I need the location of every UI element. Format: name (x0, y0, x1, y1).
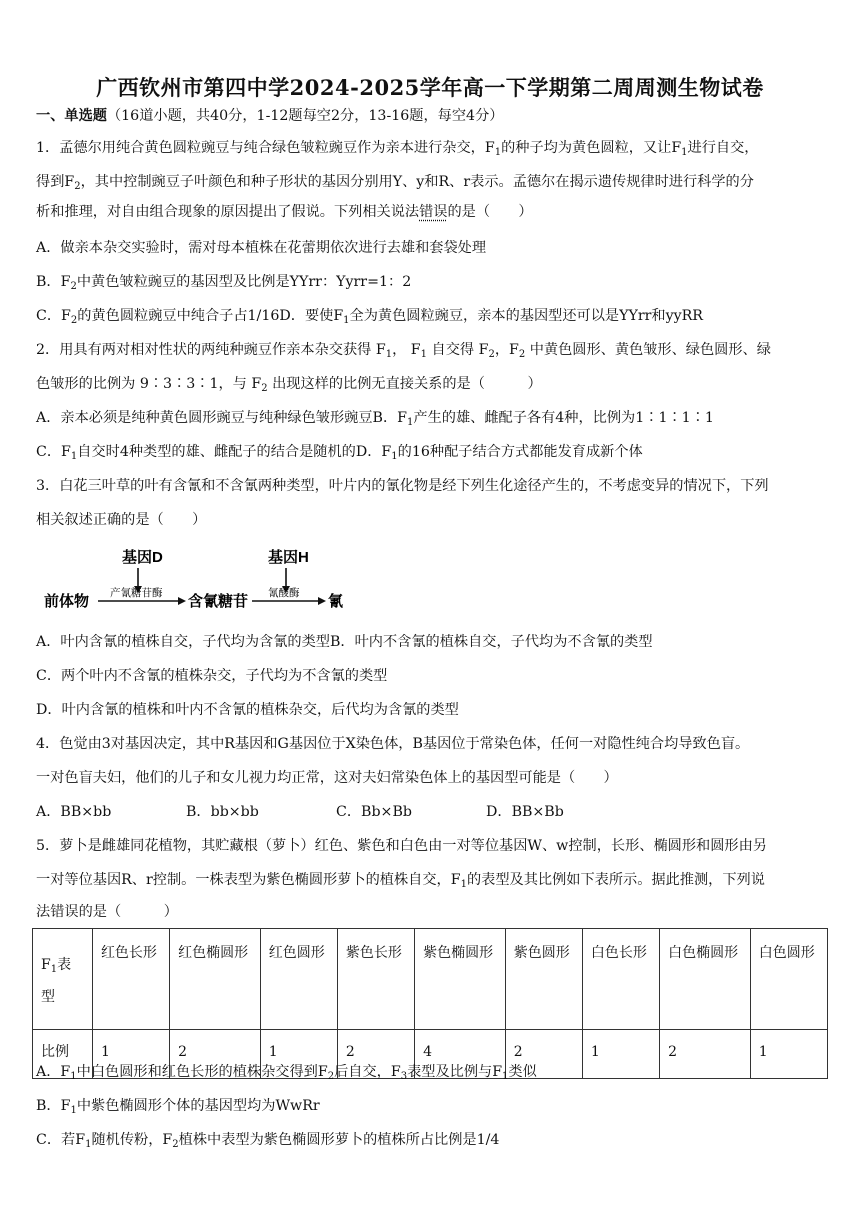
q2-stem-line1: 2．用具有两对相对性状的两纯种豌豆作亲本杂交获得 $F_1$， $F_1$ 自交得 $F_2$，$F_2$ 中黄色圆形、黄色皱形、绿色圆形、绿 (36, 342, 771, 360)
q2-option-cd: C．$F_1$自交时4种类型的雄、雌配子的结合是随机的D．$F_1$的16种配子结合方式都能发育成新个体 (36, 444, 643, 462)
table-cell: 紫色长形 (337, 929, 414, 1030)
q1-stem-line1: 1．孟德尔用纯合黄色圆粒豌豆与纯合绿色皱粒豌豆作为亲本进行杂交，$F_1$的种子均为黄色圆粒，又让$F_1$进行自交， (36, 140, 759, 158)
q4-option-d: D．BB×Bb (486, 804, 564, 820)
arrow-step2-head (318, 597, 326, 605)
cyanide-pathway-diagram (40, 540, 360, 620)
q1-stem-line2: 得到$F_2$，其中控制豌豆子叶颜色和种子形状的基因分别用Y、y和R、r表示。孟德尔在揭示遗传规律时进行科学的分 (36, 174, 754, 192)
table-row-header: $F_1$表型 (33, 929, 93, 1030)
q2-stem-line2: 色皱形的比例为 9∶3∶3∶1，与 $F_2$ 出现这样的比例无直接关系的是（ ） (36, 376, 542, 394)
table-cell: 1 (92, 1030, 169, 1079)
text: 的表型及其比例如下表所示。据此推测，下列说 (466, 872, 765, 888)
table-cell: 紫色椭圆形 (415, 929, 506, 1030)
text: C．F (36, 308, 71, 324)
table-row (33, 929, 828, 1030)
q5-option-b: B．$F_1$中紫色椭圆形个体的基因型均为WwRr (36, 1098, 320, 1116)
text: 类似 (508, 1064, 537, 1080)
text: 中黄色皱粒豌豆的基因型及比例是YYrr：Yyrr=1：2 (76, 274, 412, 290)
text: 2．用具有两对相对性状的两纯种豌豆作亲本杂交获得 F (36, 342, 386, 358)
q4-option-c: C．Bb×Bb (336, 804, 412, 820)
table-cell: 红色椭圆形 (170, 929, 261, 1030)
enzyme1-label: 产氰糖苷酶 (110, 587, 163, 599)
text: 中黄色圆形、黄色皱形、绿色圆形、绿 (525, 342, 771, 358)
q1-option-b: B．$F_2$中黄色皱粒豌豆的基因型及比例是YYrr：Yyrr=1：2 (36, 274, 412, 292)
text: F (41, 957, 51, 973)
section-heading (36, 106, 826, 126)
text: 表型及比例与F (407, 1064, 503, 1080)
precursor-label: 前体物 (44, 593, 90, 610)
text: 一对等位基因R、r控制。一株表型为紫色椭圆形萝卜的植株自交，F (36, 872, 461, 888)
text: 后自交，F (334, 1064, 401, 1080)
text: A．F (36, 1064, 71, 1080)
q4-stem-line1: 4．色觉由3对基因决定，其中R基因和G基因位于X染色体，B基因位于常染色体，任何一对隐性纯合均导致色盲。 (36, 736, 750, 752)
text: 出现这样的比例无直接关系的是（ ） (267, 376, 542, 392)
text: C．F (36, 444, 71, 460)
table-cell: 2 (337, 1030, 414, 1079)
text: A．亲本必须是纯种黄色圆形豌豆与纯种绿色皱形豌豆B．F (36, 410, 408, 426)
enzyme2-label: 氰酸酶 (268, 587, 300, 599)
text: 植株中表型为紫色椭圆形萝卜的植株所占比例是1/4 (178, 1132, 500, 1148)
page-title: 广西钦州市第四中学2024-2025学年高一下学期第二周周测生物试卷 (96, 75, 764, 100)
text: 自交得 F (427, 342, 489, 358)
q2-option-ab: A．亲本必须是纯种黄色圆形豌豆与纯种绿色皱形豌豆B．$F_1$产生的雄、雌配子各有4种，比例为1∶1∶1∶1 (36, 410, 714, 428)
q3-stem-line2: 相关叙述正确的是（ ） (36, 512, 207, 528)
table-cell: 1 (750, 1030, 827, 1079)
text: 自交时4种类型的雄、雌配子的结合是随机的D．F (77, 444, 392, 460)
section-label: 一、单选题 (36, 108, 107, 124)
q3-option-d: D．叶内含氰的植株和叶内不含氰的植株杂交，后代均为含氰的类型 (36, 702, 459, 718)
q4-stem-line2: 一对色盲夫妇，他们的儿子和女儿视力均正常，这对夫妇常染色体上的基因型可能是（ ） (36, 770, 618, 786)
table-cell: 2 (170, 1030, 261, 1079)
gene-h-label: 基因H (268, 549, 309, 566)
q5-option-a: A．$F_1$中白色圆形和红色长形的植株杂交得到$F_2$后自交，$F_3$表型及比例与$F_1$类似 (36, 1064, 537, 1082)
gene-d-label: 基因D (122, 549, 163, 566)
table-cell: 白色椭圆形 (660, 929, 751, 1030)
q1-stem-line3 (36, 202, 826, 222)
section-note: （16道小题，共40分，1-12题每空2分，13-16题，每空4分） (106, 108, 504, 124)
q3-option-ab: A．叶内含氰的植株自交，子代均为含氰的类型B．叶内不含氰的植株自交，子代均为不含氰的类型 (36, 634, 653, 650)
q5-option-c: C．若$F_1$随机传粉，$F_2$植株中表型为紫色椭圆形萝卜的植株所占比例是1/4 (36, 1132, 500, 1150)
text: 1．孟德尔用纯合黄色圆粒豌豆与纯合绿色皱粒豌豆作为亲本进行杂交，F (36, 140, 495, 156)
text: 进行自交， (687, 140, 759, 156)
arrow-step1-head (178, 597, 186, 605)
table-cell: 白色长形 (582, 929, 659, 1030)
text: B．F (36, 274, 71, 290)
text: 表型 (41, 957, 72, 1005)
text: 色皱形的比例为 9∶3∶3∶1，与 F (36, 376, 262, 392)
q3-option-c: C．两个叶内不含氰的植株杂交，子代均为不含氰的类型 (36, 668, 388, 684)
text: ，F (494, 342, 519, 358)
q4-option-a: A．BB×bb (36, 804, 112, 820)
table-cell: 紫色圆形 (505, 929, 582, 1030)
table-cell: 2 (505, 1030, 582, 1079)
table-cell: 4 (415, 1030, 506, 1079)
text: 得到F (36, 174, 75, 190)
phenotype-table (32, 928, 828, 1079)
text: 的16种配子结合方式都能发育成新个体 (397, 444, 643, 460)
text: B．F (36, 1098, 71, 1114)
intermediate-label: 含氰糖苷 (188, 593, 249, 610)
q5-stem-line1: 5．萝卜是雌雄同花植物，其贮藏根（萝卜）红色、紫色和白色由一对等位基因W、w控制，长形、椭圆形和圆形由另 (36, 838, 767, 854)
q5-stem-line2: 一对等位基因R、r控制。一株表型为紫色椭圆形萝卜的植株自交，$F_1$的表型及其比例如下表所示。据此推测，下列说 (36, 872, 765, 890)
text: 的是（ ） (447, 204, 533, 220)
text: 的种子均为黄色圆粒，又让F (501, 140, 682, 156)
text: 析和推理，对自由组合现象的原因提出了假说。下列相关说法 (36, 204, 420, 220)
product-label: 氰 (328, 593, 344, 610)
table-cell: 白色圆形 (750, 929, 827, 1030)
text: 全为黄色圆粒豌豆，亲本的基因型还可以是YYrr和yyRR (349, 308, 703, 324)
text: 中白色圆形和红色长形的植株杂交得到F (76, 1064, 328, 1080)
table-cell: 1 (582, 1030, 659, 1079)
q4-option-b: B．bb×bb (186, 804, 259, 820)
table-cell: 1 (260, 1030, 337, 1079)
q4-options (36, 802, 826, 822)
table-cell: 红色圆形 (260, 929, 337, 1030)
q1-option-cd: C．$F_2$的黄色圆粒豌豆中纯合子占1/16D．要使$F_1$全为黄色圆粒豌豆，亲本的基因型还可以是YYrr和yyRR (36, 308, 703, 326)
text: C．若F (36, 1132, 86, 1148)
q3-stem-line1: 3．白花三叶草的叶有含氰和不含氰两种类型，叶片内的氰化物是经下列生化途径产生的，不考虑变异的情况下，下列 (36, 478, 769, 494)
text: 的黄色圆粒豌豆中纯合子占1/16D．要使F (77, 308, 344, 324)
q1-option-a: A．做亲本杂交实验时，需对母本植株在花蕾期依次进行去雄和套袋处理 (36, 240, 487, 256)
table-row-header: 比例 (33, 1030, 93, 1079)
table-cell: 红色长形 (92, 929, 169, 1030)
text: ，其中控制豌豆子叶颜色和种子形状的基因分别用Y、y和R、r表示。孟德尔在揭示遗传规律时进行科学的分 (80, 174, 754, 190)
text: 产生的雄、雌配子各有4种，比例为1∶1∶1∶1 (413, 410, 714, 426)
text: 随机传粉，F (91, 1132, 173, 1148)
emphasis-text: 错误 (419, 204, 448, 220)
text: ， F (392, 342, 421, 358)
q5-stem-line3: 法错误的是（ ） (36, 904, 178, 920)
text: 中紫色椭圆形个体的基因型均为WwRr (76, 1098, 320, 1114)
table-cell: 2 (660, 1030, 751, 1079)
